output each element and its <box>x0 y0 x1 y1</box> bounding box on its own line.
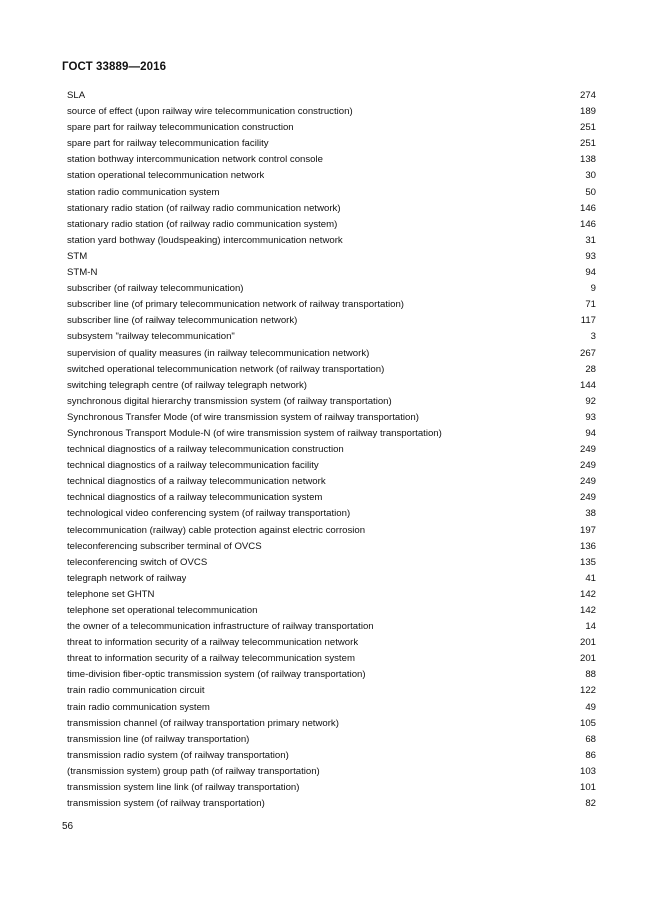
index-entry <box>67 796 596 812</box>
index-term: STM <box>67 250 88 262</box>
index-page-ref: 138 <box>579 154 596 166</box>
index-page-ref: 49 <box>585 701 596 713</box>
index-page-ref: 146 <box>579 218 596 230</box>
index-term: supervision of quality measures (in railway telecommunication network) <box>67 347 370 359</box>
index-page-ref: 201 <box>579 637 596 649</box>
index-entry <box>67 490 596 506</box>
index-entry <box>67 780 596 796</box>
index-entry <box>67 426 596 442</box>
index-term: switching telegraph centre (of railway telegraph network) <box>67 379 307 391</box>
index-page-ref: 38 <box>585 508 596 520</box>
index-page-ref: 249 <box>579 476 596 488</box>
index-page-ref: 101 <box>579 782 596 794</box>
index-term: transmission channel (of railway transportation primary network) <box>67 717 339 729</box>
index-term: technical diagnostics of a railway telecommunication construction <box>67 444 344 456</box>
index-entry <box>67 104 596 120</box>
index-entry <box>67 152 596 168</box>
index-page-ref: 249 <box>579 460 596 472</box>
index-entry <box>67 281 596 297</box>
index-term: time-division fiber-optic transmission system (of railway transportation) <box>67 669 366 681</box>
alphabetical-index <box>67 88 596 812</box>
index-page-ref: 117 <box>580 315 596 327</box>
index-entry <box>67 265 596 281</box>
index-entry <box>67 716 596 732</box>
index-page-ref: 93 <box>585 250 596 262</box>
index-term: station operational telecommunication network <box>67 170 265 182</box>
index-page-ref: 201 <box>579 653 596 665</box>
index-entry <box>67 603 596 619</box>
index-entry <box>67 523 596 539</box>
index-page-ref: 267 <box>579 347 596 359</box>
index-term: technological video conferencing system (of railway transportation) <box>67 508 351 520</box>
index-term: stationary radio station (of railway radio communication network) <box>67 202 341 214</box>
index-page-ref: 135 <box>579 556 596 568</box>
index-entry <box>67 168 596 184</box>
index-entry <box>67 651 596 667</box>
index-page-ref: 122 <box>579 685 596 697</box>
index-entry <box>67 683 596 699</box>
index-term: transmission system (of railway transportation) <box>67 798 265 810</box>
index-entry <box>67 667 596 683</box>
index-entry <box>67 217 596 233</box>
page-number: 56 <box>62 821 74 832</box>
index-entry <box>67 120 596 136</box>
index-term: teleconferencing subscriber terminal of OVCS <box>67 540 262 552</box>
index-page-ref: 189 <box>579 106 596 118</box>
index-entry <box>67 539 596 555</box>
index-term: synchronous digital hierarchy transmission system (of railway transportation) <box>67 395 392 407</box>
index-entry <box>67 201 596 217</box>
index-page-ref: 28 <box>585 363 596 375</box>
index-page-ref: 249 <box>579 444 596 456</box>
index-term: transmission system line link (of railway transportation) <box>67 782 300 794</box>
index-page-ref: 142 <box>579 605 596 616</box>
index-term: technical diagnostics of a railway telecommunication facility <box>67 460 319 472</box>
index-page-ref: 93 <box>585 411 596 423</box>
index-term: threat to information security of a railway telecommunication system <box>67 653 355 665</box>
index-page-ref: 146 <box>579 202 596 214</box>
index-page-ref: 68 <box>585 733 596 745</box>
index-term: station yard bothway (loudspeaking) intercommunication network <box>67 234 343 246</box>
index-term: spare part for railway telecommunication construction <box>67 122 294 134</box>
index-entry <box>67 442 596 458</box>
index-entry <box>67 394 596 410</box>
index-term: the owner of a telecommunication infrastructure of railway transportation <box>67 621 374 633</box>
index-page-ref: 94 <box>585 267 596 279</box>
index-entry <box>67 619 596 635</box>
index-term: station radio communication system <box>67 186 220 198</box>
index-page-ref: 105 <box>579 717 596 729</box>
index-page-ref: 251 <box>579 138 596 150</box>
index-term: switched operational telecommunication network (of railway transportation) <box>67 363 385 375</box>
standard-designation: ГОСТ 33889—2016 <box>62 61 167 73</box>
index-term: train radio communication circuit <box>67 685 205 697</box>
index-term: subscriber line (of primary telecommunication network of railway transportation) <box>67 299 404 311</box>
index-page-ref: 249 <box>579 492 596 504</box>
index-page-ref: 86 <box>585 749 596 761</box>
index-entry <box>67 378 596 394</box>
index-term: STM-N <box>67 267 98 279</box>
index-entry <box>67 748 596 764</box>
index-term: Synchronous Transfer Mode (of wire transmission system of railway transportation) <box>67 411 419 423</box>
index-entry <box>67 410 596 426</box>
index-page-ref: 14 <box>585 621 596 633</box>
index-term: Synchronous Transport Module-N (of wire transmission system of railway transportation) <box>67 427 442 439</box>
index-term: threat to information security of a railway telecommunication network <box>67 637 359 649</box>
index-entry <box>67 700 596 716</box>
index-page-ref: 31 <box>585 234 596 246</box>
index-page-ref: 50 <box>585 186 596 198</box>
index-term: station bothway intercommunication network control console <box>67 154 323 166</box>
index-entry <box>67 346 596 362</box>
index-entry <box>67 185 596 201</box>
index-term: source of effect (upon railway wire telecommunication construction) <box>67 106 353 118</box>
index-entry <box>67 458 596 474</box>
index-term: SLA <box>67 90 86 101</box>
index-term: technical diagnostics of a railway telecommunication network <box>67 476 326 488</box>
index-entry <box>67 635 596 651</box>
index-entry <box>67 136 596 152</box>
index-term: telephone set GHTN <box>67 588 155 600</box>
index-entry <box>67 233 596 249</box>
index-page-ref: 9 <box>590 283 596 295</box>
index-page-ref: 251 <box>579 122 596 134</box>
index-term: telephone set operational telecommunication <box>67 605 258 616</box>
index-page-ref: 82 <box>585 798 596 810</box>
index-entry <box>67 506 596 522</box>
index-page-ref: 88 <box>585 669 596 681</box>
index-term: (transmission system) group path (of railway transportation) <box>67 765 320 777</box>
index-entry <box>67 88 596 104</box>
index-term: teleconferencing switch of OVCS <box>67 556 208 568</box>
page-footer <box>62 821 73 832</box>
document-header <box>62 61 166 73</box>
index-page-ref: 41 <box>585 572 596 584</box>
index-entry <box>67 587 596 603</box>
index-page-ref: 274 <box>579 90 596 101</box>
index-page-ref: 71 <box>585 299 596 311</box>
index-term: technical diagnostics of a railway telecommunication system <box>67 492 323 504</box>
index-term: spare part for railway telecommunication facility <box>67 138 269 150</box>
index-entry <box>67 555 596 571</box>
index-page-ref: 30 <box>585 170 596 182</box>
index-term: subscriber (of railway telecommunication) <box>67 283 244 295</box>
index-page-ref: 197 <box>579 524 596 536</box>
index-term: transmission line (of railway transportation) <box>67 733 250 745</box>
index-entry <box>67 764 596 780</box>
index-term: telecommunication (railway) cable protection against electric corrosion <box>67 524 366 536</box>
index-term: subsystem "railway telecommunication" <box>67 331 235 343</box>
index-page-ref: 92 <box>585 395 596 407</box>
index-page-ref: 3 <box>590 331 596 343</box>
index-entry <box>67 249 596 265</box>
index-page-ref: 103 <box>579 765 596 777</box>
index-entry <box>67 362 596 378</box>
index-term: stationary radio station (of railway radio communication system) <box>67 218 338 230</box>
index-term: telegraph network of railway <box>67 572 187 584</box>
index-page-ref: 144 <box>579 379 596 391</box>
index-entry <box>67 297 596 313</box>
index-page-ref: 136 <box>579 540 596 552</box>
index-term: train radio communication system <box>67 701 210 713</box>
index-term: subscriber line (of railway telecommunication network) <box>67 315 298 327</box>
index-entry <box>67 313 596 329</box>
index-term: transmission radio system (of railway transportation) <box>67 749 289 761</box>
index-entry <box>67 732 596 748</box>
index-page-ref: 142 <box>579 588 596 600</box>
index-entry <box>67 474 596 490</box>
index-entry <box>67 329 596 345</box>
index-page-ref: 94 <box>585 427 596 439</box>
index-entry <box>67 571 596 587</box>
